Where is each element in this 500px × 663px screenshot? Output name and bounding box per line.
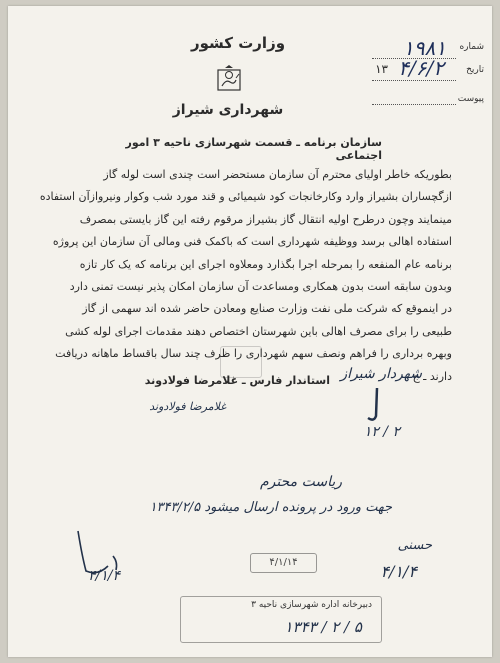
letter-page [8,6,492,657]
body-line: ازگچساران بشیراز وارد وکارخانجات کود شیمیائی و قند مورد شب وکوار ونیروازآن استفاده [39,190,452,204]
letter-date: ۴/۶/۲ [398,56,444,80]
lion-and-sun-emblem-icon [216,64,242,94]
registry-office: دبیرخانه اداره شهرسازی ناحیه ۳ [251,600,372,610]
date-prefix: ۱۳ [375,62,388,76]
mayor-signature-date: ۱۲ / ۲ [363,424,400,440]
body-line: بطوریکه خاطر اولیای محترم آن سازمان مستحضر است چندی است لوله گاز [103,168,452,181]
signature-stroke [362,386,392,426]
subject-line: سازمان برنامه ـ قسمت شهرسازی ناحیه ۳ امور اجتماعی [125,136,382,162]
governor-signature-block: استاندار فارس ـ غلامرضا فولادوند [144,374,330,387]
registry-date: ۱۳۴۳ / ۲ / ۵ [284,618,362,636]
body-line: برنامه عام المنفعه را بمرحله اجرا بگذارد ومعلاوه اجرای این برنامه که یک کار تازه [79,257,452,271]
body-line: در اینموقع که شرکت ملی نفت وزارت صنایع ومعادن حاضر شده اند سهمی از گاز [82,302,452,316]
body-line: طبیعی را برای مصرف اهالی باین شهرستان اختصاص دهند مقدمات اجرای لوله کشی [65,324,452,338]
instruction-note: جهت ورود در پرونده ارسال میشود ۱۳۴۳/۲/۵ [149,500,392,515]
number-label: شماره [459,42,484,52]
governor-handwritten-signature: غلامرضا فولادوند [149,400,226,413]
date-label: تاریخ [466,65,484,75]
body-line: وبدون سابقه است بدون همکاری ومساعدت آن سازمان امکان پذیر نیست تمنی دارد [69,280,452,294]
body-line: استفاده اهالی برسد ووظیفه شهرداری است که باکمک فنی ومالی آن سازمان این پروژه [52,235,452,249]
attachment-dotline [372,104,456,105]
left-note-date: ۴/۱/۴ [88,568,120,584]
registry-signature-date: ۴/۱/۴ [380,562,417,581]
registry-signature: حسنی [397,538,432,553]
mayor-handwritten-signature: شهردار شیراز [340,366,422,382]
body-line: مینمایند وچون درطرح اولیه انتقال گاز بشیراز مرقوم رفته این گاز بایستی بمصرف [79,212,452,226]
registry-small-stamp: ۴/۱/۱۴ [250,553,317,573]
municipality-title: شهرداری شیراز [172,102,284,118]
letter-number: ۱۹۸۱ [403,36,446,60]
body-line: دارند ـ ج [412,369,452,383]
body-line: وبهره برداری را فراهم ونصف سهم شهرداری را ظرف چند سال باقساط ماهانه دریافت [55,347,452,361]
salutation-note: ریاست محترم [259,474,342,490]
attachment-label: پیوست [457,94,484,104]
ministry-title: وزارت کشور [190,34,286,52]
date-dotline [372,80,456,81]
